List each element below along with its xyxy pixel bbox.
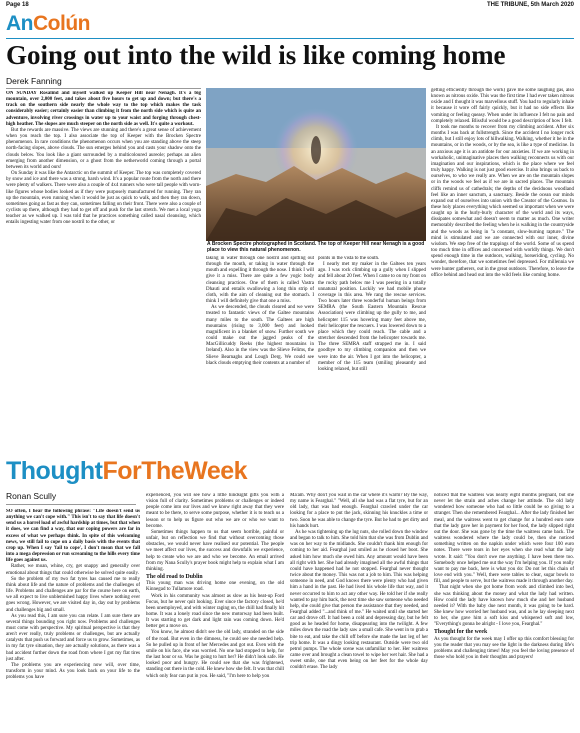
article2-byline: Ronan Scully: [6, 491, 57, 501]
article1-lead-paragraph: ON SUNDAY Rosalind and myself walked up Keeper Hill near Nenagh. It's a big mountain, over 2,000 feet, and takes about five hours to get up and down; but there's a track on the southern side nearly the whole way to the top which makes the task considerably easier; certainly easier than climbing it from the north side which is quite an adventure, involving river crossings in water up to your waist and forging through chest-high heather. The slopes are much steeper on the north side as well. It's quite a workout.: [6, 91, 201, 127]
byline-rule: [6, 88, 201, 89]
mountain-photo-image: [206, 88, 426, 241]
byline-rule-2: [6, 504, 136, 505]
brocken-spectre-photo: [206, 88, 426, 241]
subhead-thought-for-the-week: Thought for the week: [434, 629, 488, 636]
article1-column-4: getting efficiently through the work) gave me some laughing gas, also known as nitrous oxide. This was the first time I had ever taken nitrous oxide and I thought it was marvellous stuff. You had to regularly inhale it because it wore off fairly quickly, but it had no side effects like vomiting or feeling queasy. When under its influence I felt no pain and completely relaxed. Blissful would be a good description of how I felt. It took me months to recover from my climbing accident. After six months I was back at fullstrength. Since the accident I no longer rock climb, but I still enjoy lots of hillwalking. Walking, whether it be in the mountains, or in the woods, or by the sea, is like a type of medicine. In an anxious age it is an antidote for our anxieties. If we are working in workaholic, unimaginative places then walking reconnects us with our imagination and our inspirations, which is the place where we feel truly happy. Walking is not just good exercise. It also brings us back to ourselves, to who we really are. When we are on the mountain slopes or in the woods we feel as if we are in sacred places. The mountain cliffs remind us of cathedrals; the depths of the deciduous woodland feel like an inner sanctum, a sanctuary. Beside the ocean our minds expand out of ourselves into union with the Creator of the Cosmos. In these holy places everything which seemed so important when we were caught up in the hurly-burly character of the world and its ways, dissipates somewhat and doesn't seem to matter as much. One writer memorably described the feeling when he is walking in the countryside and the woods as being in "a constant, slow-burning rapture." The mind is stimulated and we are connected with our inner, divine wisdom. We step free of the trappings of the world. Some of us spend too much time in offices and concerned with worldly things. We don't spend enough time in the outdoors, walking, horseriding, cycling. No wonder, therefore, that we sometimes feel depressed. For millennia we were hunter gatherers, out in the great outdoors. Therefore, to leave the office behind and head out into the wild feels like coming home.: [431, 88, 574, 278]
article2-column-4: noticed that the waitress was nearly eight months pregnant, but she never let the strain and aches change her attitude. The old lady wondered how someone who had so little could be so giving to a stranger. Then she remembered Fearghal... After the lady finished her meal, and the waitress went to get change for a hundred euro note that the lady gave her in payment for her food, the lady slipped right out the door. She was gone by the time the waitress came back. The waitress wondered where the lady could be, then she noticed something written on the napkin under which were four 100 euro notes. There were tears in her eyes when she read what the lady wrote. It said: "You don't owe me anything. I have been there too. Somebody once helped me out the way I'm helping you. If you really want to pay me back, here is what you do: Do not let this chain of love end with you." Well, there were tables to clear, sugar bowls to fill, and people to serve, but the waitress made it through another day. That night when she got home from work and climbed into bed, she was thinking about the money and what the lady had written. How could the lady have known how much she and her husband needed it? With the baby due next month, it was going to be hard. She knew how worried her husband was, and as he lay sleeping next to her, she gave him a soft kiss and whispered soft and low, "Everything's gonna be alright - I love you, Fearghal." Thought for the week As you thought for the week may I offer up this comfort blessing for you the reader that you may see the light in the darkness during life's problems and challenging times! May you feel the loving presence of those who hold you in their thoughts and prayers!: [434, 493, 574, 661]
article1-column-1: ON SUNDAY Rosalind and myself walked up Keeper Hill near Nenagh. It's a big mountain, over 2,000 feet, and takes about five hours to get up and down; but there's a track on the southern side nearly the whole way to the top which makes the task considerably easier; certainly easier than climbing it from the north side which is quite an adventure, involving river crossings in water up to your waist and forging through chest-high heather. The slopes are much steeper on the north side as well. It's quite a workout. But the rewards are massive. The views are stunning and there's a great sense of achievement when you reach the top. I also associate the top of Keeper with the Brocken Spectre phenomenon. In rare conditions the phenomenon occurs when you are standing above the steep north-facing slopes, above clouds. The sun emerges behind you and casts your shadow onto the clouds below. You look like a giant surrounded by a multicoloured aureole; perhaps an alien emerging from another dimension, or a ghost from the netherworld coming through a portal between its world and ours! On Sunday it was like the Antarctic on the summit of Keeper. The top was completely covered by snow and ice and there was a strong, harsh wind. It's a popular route from the north and there were plenty of walkers. There were also a couple of 4x4 runners who were tall people with worn-like figures whose bodies looked as if they were purposely manufactured for running. They ran up the mountain, even running when it would be just as quick to walk, and then they ran down, sometimes going as fast as they can, sometimes falling on their front. There were also a couple of cyclists up there, although they had to get off and push for the last stretch. We met a local yoga teacher as we walked up. I was told that he practices something called nasal cleansing, which entails ingesting water from one nostril to the other, or: [6, 91, 201, 226]
photo-caption: A Brocken Spectre photographed in Scotland. The top of Keeper Hill near Nenagh is a good place to view this natural phenomenon.: [207, 241, 425, 253]
publication-date: THE TRIBUNE, 5th March 2020: [486, 2, 574, 8]
section-masthead-thoughtfortheweek: ThoughtForTheWeek: [6, 457, 248, 485]
masthead-rule: [6, 38, 574, 39]
article1-column-3: points in the vista to the south. I nearly met my maker in the Galtees ten years ago. I was rock climbing up a gully when I slipped and fell about 20 feet. When I came to on my front on the rocky path below me I was peering in a totally unnatural position. Luckily we had mobile phone coverage in this area. We rang the rescue services. Two hours later three wonderful human beings from SEMRA (the South Eastern Mountain Rescue Association) were climbing up the gully to me, and helicopter 115 was hovering many feet above me, their helicopter the rescuers. I was lowered down to a place which they could reach. The cable and a stretcher descended from the helicopter towards me. The three SEMRA staff strapped me in. I said goodbye to my climbing companion and then we were into the air. When I got into the helicopter, a member of the 115 team (smiling pleasantly and looking relaxed, but still: [318, 256, 426, 372]
article2-column-1: SO often, I hear the following phrase: "Life doesn't send us anything we can't cope with." This isn't to say that life doesn't send us a barrel load of awful hardship at times, but that when it does, we can find a way, that our coping powers are far in excess of what we perhaps think. In spite of this welcoming news, we still fail to cope on a daily basis with the events that crop up. When I say 'fail to cope', I don't mean that we fall into a mega depression or run screaming to the hills every time life goes against us. Rather, we moan, whine, cry, get snappy and generally over emotional about things that could otherwise be solved quite easily. So the problem of my two fat tyres has caused me to really think about life and the nature of problems and the challenges of life. Problems and challenges are par for the course here on earth, we all expect to live unblemished happy lives where nothing ever goes wrong. However, we are visited day in, day out by problems and challenges big and small. As you read this, I am sure you can relate. I am sure there are several things bounding you right now. Problems and challenges must come with perspective. My spiritual perspective is that they aren't ever really, truly problems or challenges, but are actually catalysts that push us forward and force us to grow. Sometimes, as in my fat tyre situation, they are actually solutions, as there was a bad accident further down the road from where I got my flat tires just after. The problems you are experiencing now will, over time, transform in your mind. As you look back on your life to the problems you have: [6, 509, 140, 681]
page-folio: [6, 2, 574, 12]
article1-headline: Going out into the wild is like coming home: [6, 40, 506, 70]
page-number: Page 18: [6, 2, 29, 8]
article2-column-2: experienced, you will see how a little hindsight gifts you with a vision full of clarity. Sometimes problems or challenges or indeed people come into our lives and we know right away that they were meant to be there, to serve some purpose, whether it is to teach us a lesson or to help us figure out who we are or who we want to become. Sometimes things happen to us that seem horrible, painful or unfair, but on reflection we find that without overcoming those obstacles, we would never have realised our potential. The people we meet affect our lives, the success and downfalls we experience, help to create who we are and who we become. An email arrived from my Nana Scully's prayer book might help to explain what I am thinking. The old road to Dublin This young man was driving home one evening, on the old Kinnegad to Tullamore road. Work in his community was almost as slow as his beat-up Ford Focus, but he never quit looking. Ever since the factory closed, he'd been unemployed, and with winter raging on, the chill had finally hit home. It was a lonely road since the new motorway had been built. It was starting to get dark and light rain was coming down. He'd better get a move on. You know, he almost didn't see the old lady, stranded on the side of the road. But even in the dimness, he could see she needed help. So he pulled up in front of her Mercedes and got out. Even with the smile on his face, she was worried. No one had stopped to help, for the last hour or so. Was he going to hurt her? He didn't look safe. He looked poor and hungry. He could see that she was frightened, standing out there in the cold. He knew how she felt. It was that chill which only fear can put in you. He said, "I'm here to help you: [146, 493, 284, 679]
article1-byline: Derek Fanning: [6, 76, 62, 86]
article2-lead-paragraph: SO often, I hear the following phrase: "Life doesn't send us anything we can't cope with." This isn't to say that life doesn't send us a barrel load of awful hardship at times, but that when it does, we can find a way, that our coping powers are far in excess of what we perhaps think. In spite of this welcoming news, we still fail to cope on a daily basis with the events that crop up. When I say 'fail to cope', I don't mean that we fall into a mega depression or run screaming to the hills every time life goes against us.: [6, 509, 140, 564]
subhead-old-road: The old road to Dublin: [146, 574, 203, 581]
section-masthead-ancolun: AnColún: [6, 12, 90, 35]
article2-column-3: Ma'am. Why don't you wait in the car where it's warm? By the way, my name is Fearghal." "Well, all she had was a flat tyre, but for an old lady, that was bad enough. Fearghal crawled under the car looking for a place to put the jack, skinning his knuckles a time or two. Soon he was able to change the tyre. But he had to get dirty and his hands hurt. As he was tightening up the lug nuts, she rolled down the window and began to talk to him. She told him that she was from Dublin and was on her way to the midlands. She couldn't thank him enough for coming to her aid. Fearghal just smiled as he closed her boot. She asked him how much she owed him. Any amount would have been all right with her. She had already imagined all the awful things that could have happened had he not stopped. Fearghal never thought twice about the money. This was not a job to him. This was helping someone in need, and God knows there were plenty who had given him a hand in the past. He had lived his whole life that way, and it never occurred to him to act any other way. He told her if she really wanted to pay him back, the next time she saw someone who needed help, she could give that person the assistance that they needed, and Fearghal added "...and think of me." He waited until she started her car and drove off. It had been a cold and depressing day, but he felt good as he headed for home, disappearing into the twilight. A few miles down the road the lady saw a small cafe. She went in to grab a bite to eat, and take the chill off before she made the last leg of her trip home. It was a dingy looking restaurant. Outside were two old petrol pumps. The whole scene was unfamiliar to her. Her waitress came over and brought a clean towel to wipe her wet hair. She had a sweet smile, one that even being on her feet for the whole day couldn't erase. The lady: [290, 493, 428, 671]
article1-column-2: taking in water through one nostril and spitting out through the mouth, or taking in water through the mouth and expelling it through the nose. I think I will give it a miss. There are quite a few yogic body cleansing practices. One of them is called Vastra Dhauti and entails swallowing a long thin strip of cloth, with the aim of cleaning out the stomach. I think I will definitely give that one a miss. As we descended, the clouds cleared and we were treated to fantastic views of the Galtee mountains many miles to the south. The Galtees are high mountains (rising to 3,000 feet) and looked magnificent in a blanket of snow. Further south we could make out the jagged peaks of the MacGillicuddy Reeks (the highest mountains in Ireland). Also in the view was the Slieve Felims, the Slieve Bearnaghs and Lough Derg. We could see black clouds emptying their contents at a number of: [206, 256, 314, 366]
